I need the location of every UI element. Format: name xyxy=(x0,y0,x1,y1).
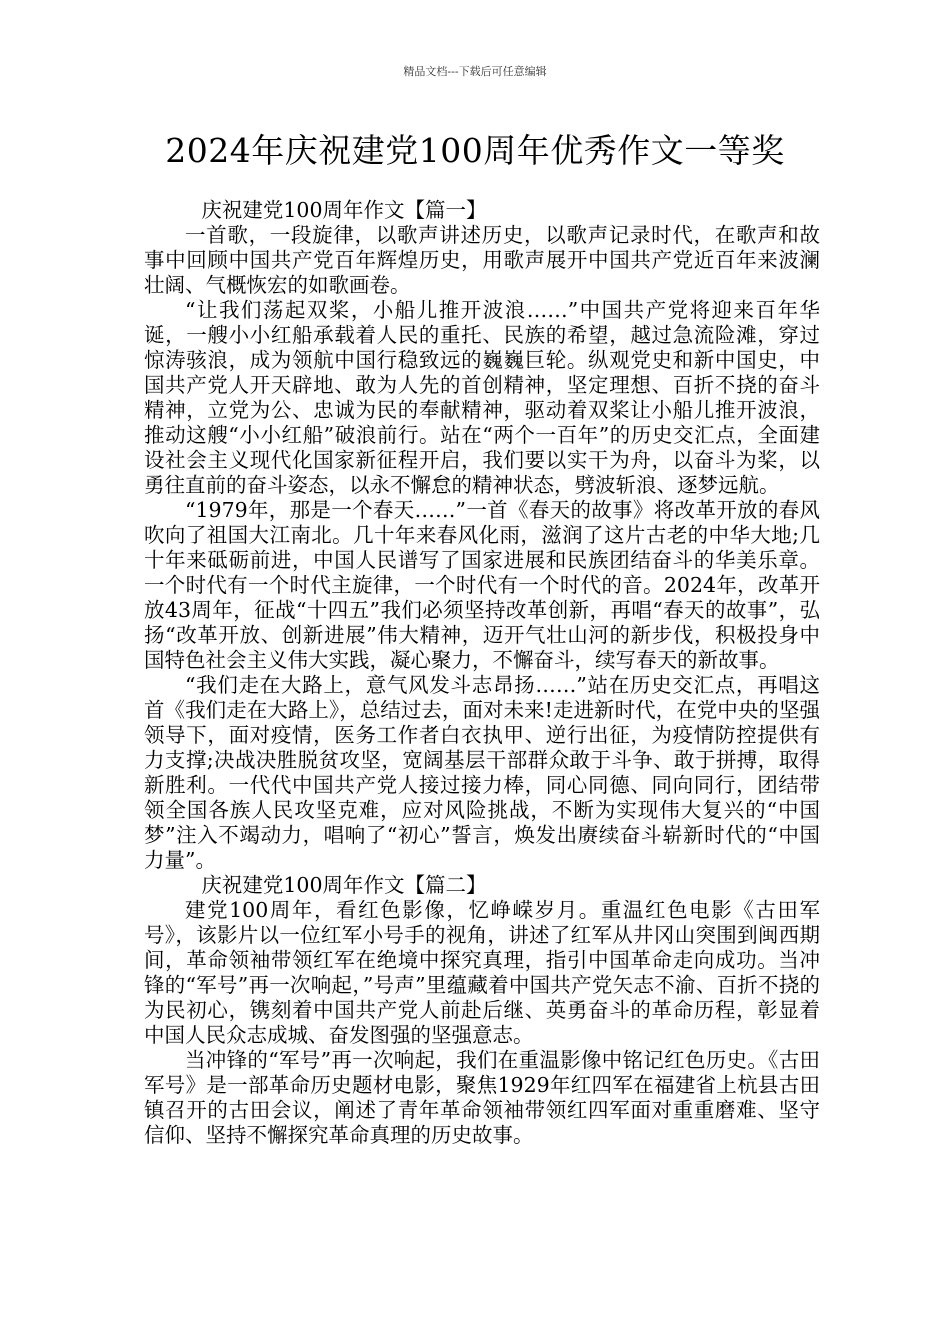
document-title: 2024年庆祝建党100周年优秀作文一等奖 xyxy=(165,131,785,170)
paragraph: 建党100周年，看红色影像，忆峥嵘岁月。重温红色电影《古田军号》，该影片以一位红军小号手的视角，讲述了红军从井冈山突围到闽西期间，革命领袖带领红军在绝境中探究真理，指引中国革命走向成功。当冲锋的“军号”再一次响起，”号声”里蕴藏着中国共产党矢志不渝、百折不挠的为民初心，镌刻着中国共产党人前赴后继、英勇奋斗的革命历程，彰显着中国人民众志成城、奋发图强的坚强意志。 xyxy=(144,898,820,1047)
paragraph: “让我们荡起双桨，小船儿推开波浪……”中国共产党将迎来百年华诞，一艘小小红船承载着人民的重托、民族的希望，越过急流险滩，穿过惊涛骇浪，成为领航中国行稳致远的巍巍巨轮。纵观党史和新中国史，中国共产党人开天辟地、敢为人先的首创精神，坚定理想、百折不挠的奋斗精神，立党为公、忠诚为民的奉献精神，驱动着双桨让小船儿推开波浪，推动这艘“小小红船”破浪前行。站在“两个一百年”的历史交汇点，全面建设社会主义现代化国家新征程开启，我们要以实干为舟，以奋斗为桨，以勇往直前的奋斗姿态，以永不懈怠的精神状态，劈波斩浪、逐梦远航。 xyxy=(144,298,820,497)
paragraph: “1979年，那是一个春天……”一首《春天的故事》将改革开放的春风吹向了祖国大江南北。几十年来春风化雨，滋润了这片古老的中华大地;几十年来砥砺前进，中国人民谱写了国家进展和民族团结奋斗的华美乐章。一个时代有一个时代主旋律，一个时代有一个时代的音。2024年，改革开放43周年，征战“十四五”我们必须坚持改革创新，再唱“春天的故事”，弘扬“改革开放、创新进展”伟大精神，迈开气壮山河的新步伐，积极投身中国特色社会主义伟大实践，凝心聚力，不懈奋斗，续写春天的新故事。 xyxy=(144,498,820,672)
document-body xyxy=(144,198,820,1148)
section-heading-1: 庆祝建党100周年作文【篇一】 xyxy=(201,198,487,222)
header-note: 精品文档---下载后可任意编辑 xyxy=(403,65,547,78)
paragraph: 一首歌，一段旋律，以歌声讲述历史，以歌声记录时代，在歌声和故事中回顾中国共产党百年辉煌历史，用歌声展开中国共产党近百年来波澜壮阔、气概恢宏的如歌画卷。 xyxy=(144,223,820,297)
paragraph: 当冲锋的“军号”再一次响起，我们在重温影像中铭记红色历史。《古田军号》是一部革命历史题材电影，聚焦1929年红四军在福建省上杭县古田镇召开的古田会议，阐述了青年革命领袖带领红四军面对重重磨难、坚守信仰、坚持不懈探究革命真理的历史故事。 xyxy=(144,1048,820,1147)
section-heading-2: 庆祝建党100周年作文【篇二】 xyxy=(201,873,487,897)
paragraph: “我们走在大路上，意气风发斗志昂扬……”站在历史交汇点，再唱这首《我们走在大路上》，总结过去，面对未来!走进新时代，在党中央的坚强领导下，面对疫情，医务工作者白衣执甲、逆行出征，为疫情防控提供有力支撑;决战决胜脱贫攻坚，宽阔基层干部群众敢于斗争、敢于拼搏，取得新胜利。一代代中国共产党人接过接力棒，同心同德、同向同行，团结带领全国各族人民攻坚克难，应对风险挑战，不断为实现伟大复兴的“中国梦”注入不竭动力，唱响了“初心”誓言，焕发出赓续奋斗崭新时代的“中国力量”。 xyxy=(144,673,820,872)
